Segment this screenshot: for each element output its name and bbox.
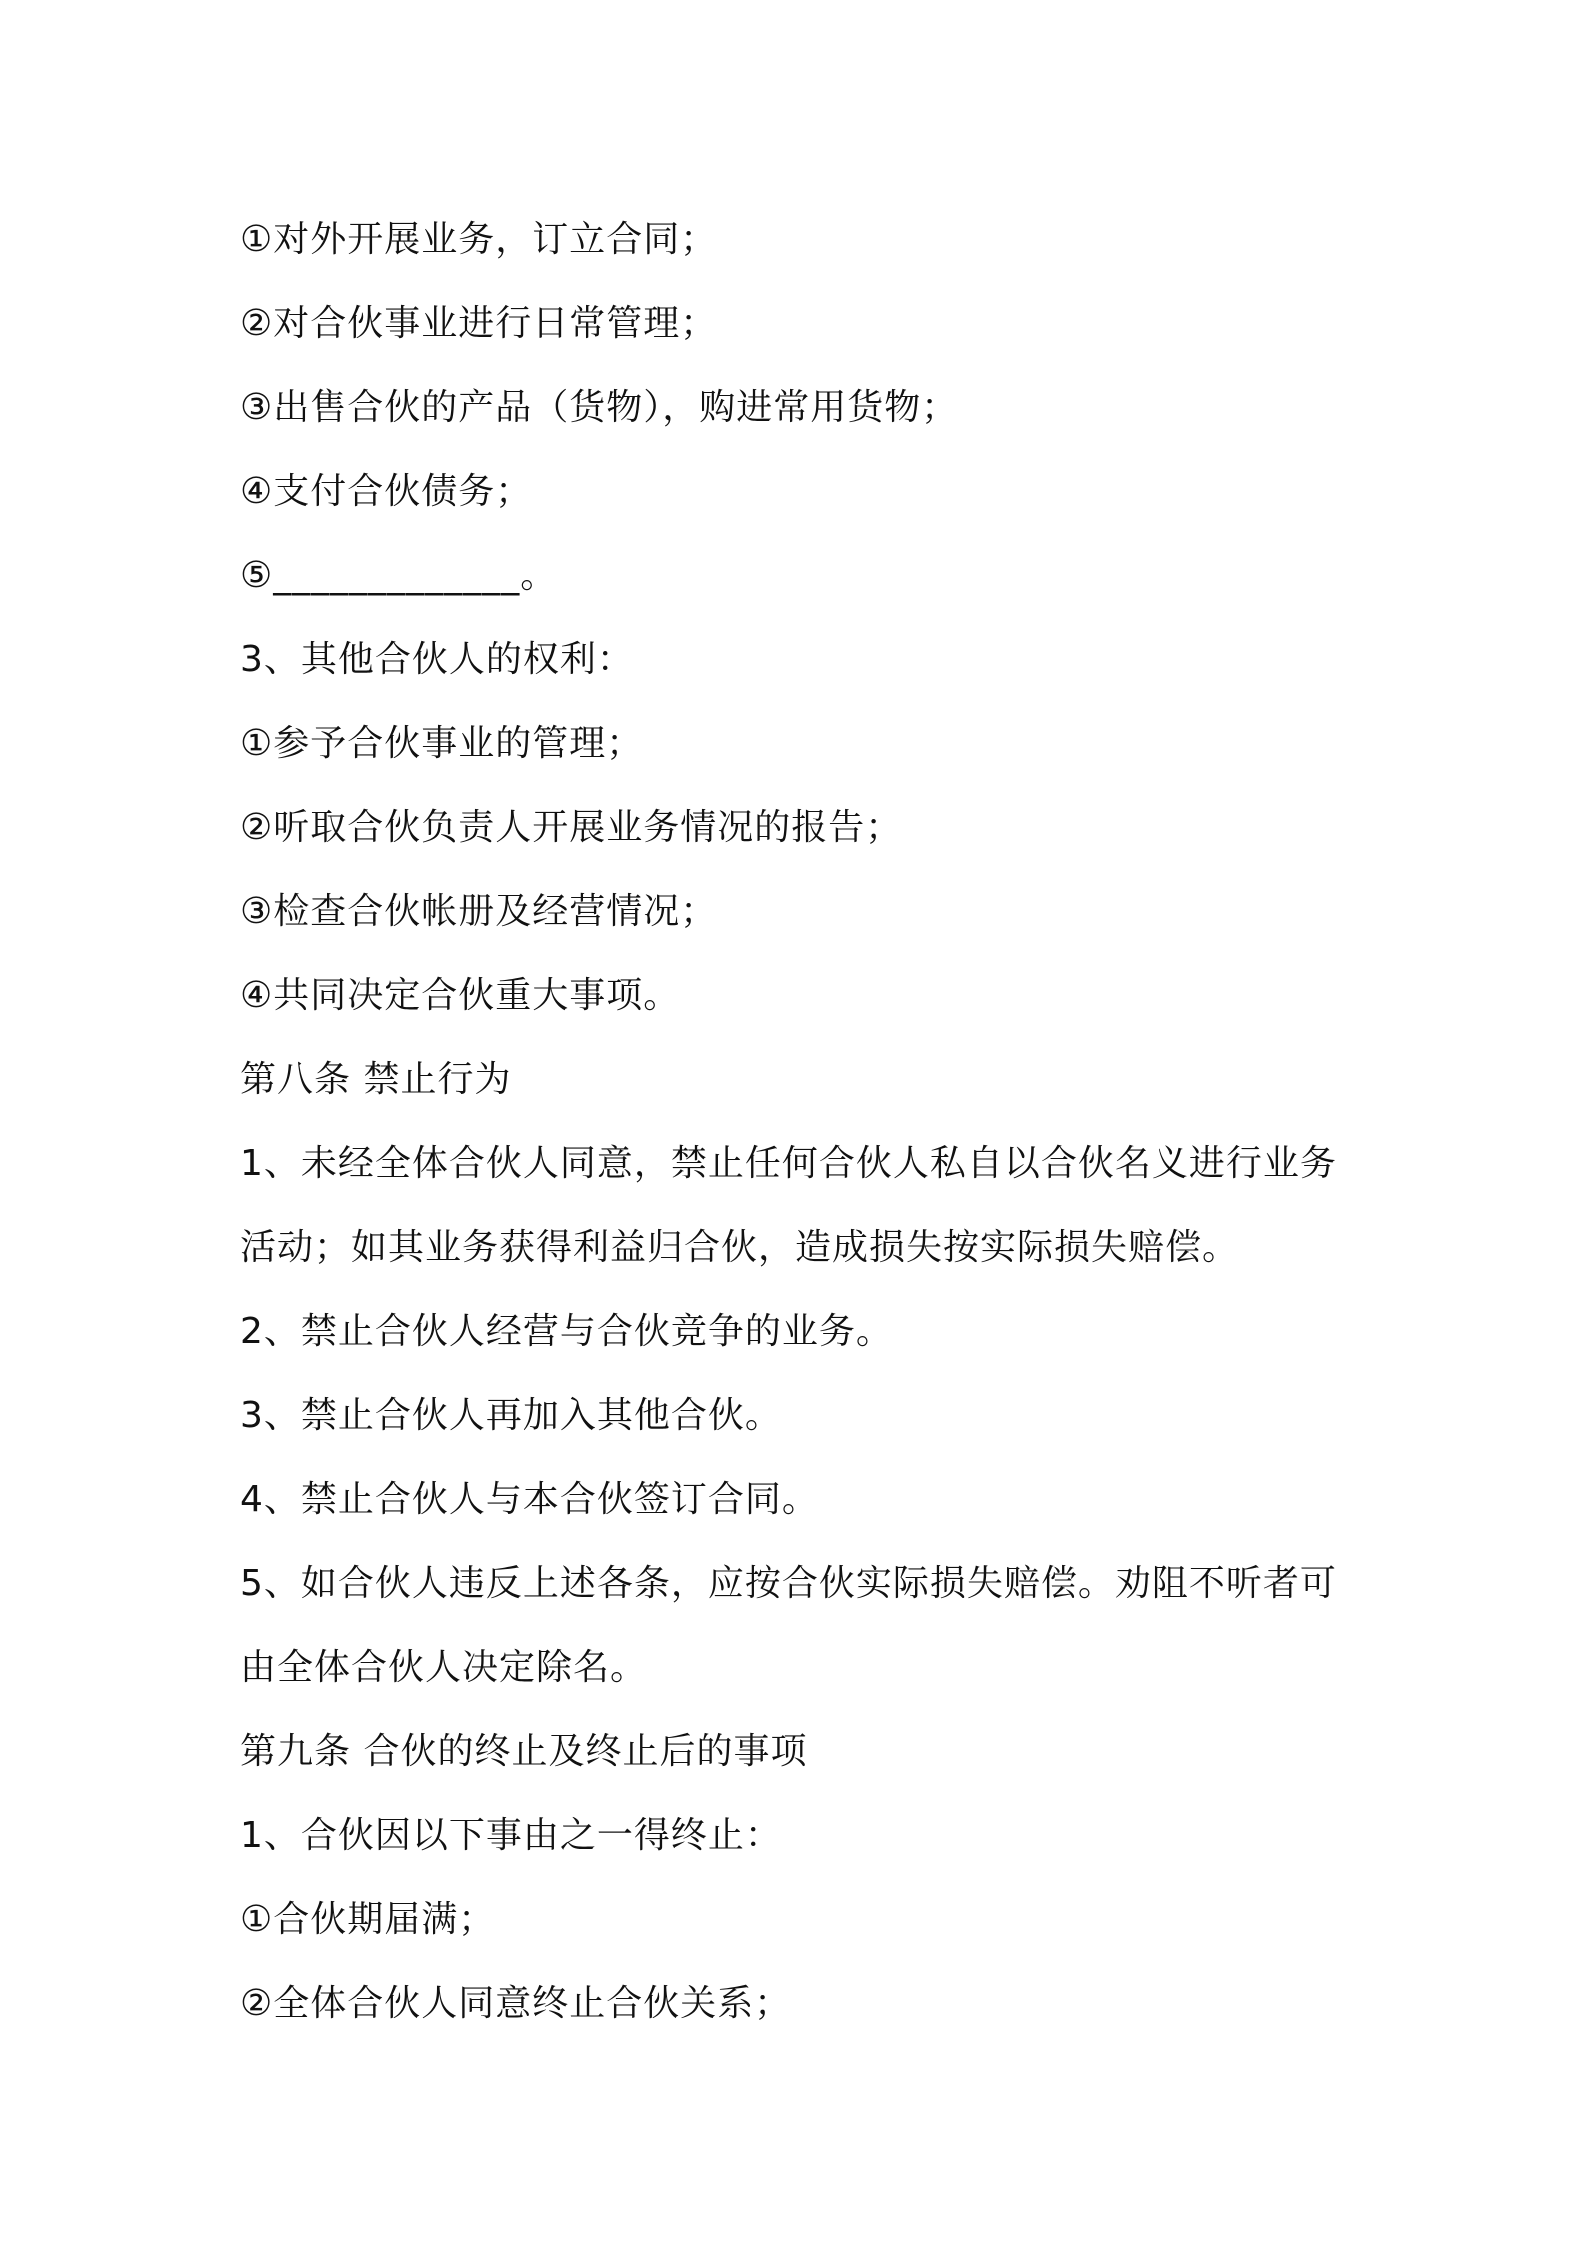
text-line: 2、禁止合伙人经营与合伙竞争的业务。: [240, 1311, 893, 1352]
section-subheading: 3、其他合伙人的权利：: [240, 639, 634, 680]
text-line: 1、合伙因以下事由之一得终止：: [240, 1815, 782, 1856]
text-line: ④支付合伙债务；: [240, 471, 533, 512]
text-line: ①对外开展业务，订立合同；: [240, 219, 718, 260]
text-line: ③出售合伙的产品（货物），购进常用货物；: [240, 387, 959, 428]
article-heading: 第八条 禁止行为: [240, 1059, 512, 1100]
text-line: ②对合伙事业进行日常管理；: [240, 303, 718, 344]
text-line: ③检查合伙帐册及经营情况；: [240, 891, 718, 932]
text-line: ①参予合伙事业的管理；: [240, 723, 644, 764]
text-line: ②听取合伙负责人开展业务情况的报告；: [240, 807, 903, 848]
text-line: 1、未经全体合伙人同意，禁止任何合伙人私自以合伙名义进行业务: [240, 1143, 1337, 1184]
text-line: 3、禁止合伙人再加入其他合伙。: [240, 1395, 782, 1436]
article-heading: 第九条 合伙的终止及终止后的事项: [240, 1731, 808, 1772]
text-line: ②全体合伙人同意终止合伙关系；: [240, 1983, 792, 2024]
document-page: [240, 198, 1370, 2046]
text-line: 5、如合伙人违反上述各条，应按合伙实际损失赔偿。劝阻不听者可: [240, 1563, 1337, 1604]
text-line: 由全体合伙人决定除名。: [240, 1647, 648, 1688]
text-line: 4、禁止合伙人与本合伙签订合同。: [240, 1479, 819, 1520]
text-line: 活动；如其业务获得利益归合伙，造成损失按实际损失赔偿。: [240, 1227, 1240, 1268]
text-line: ⑤_____________。: [240, 555, 558, 596]
text-line: ④共同决定合伙重大事项。: [240, 975, 681, 1016]
text-line: ①合伙期届满；: [240, 1899, 496, 1940]
